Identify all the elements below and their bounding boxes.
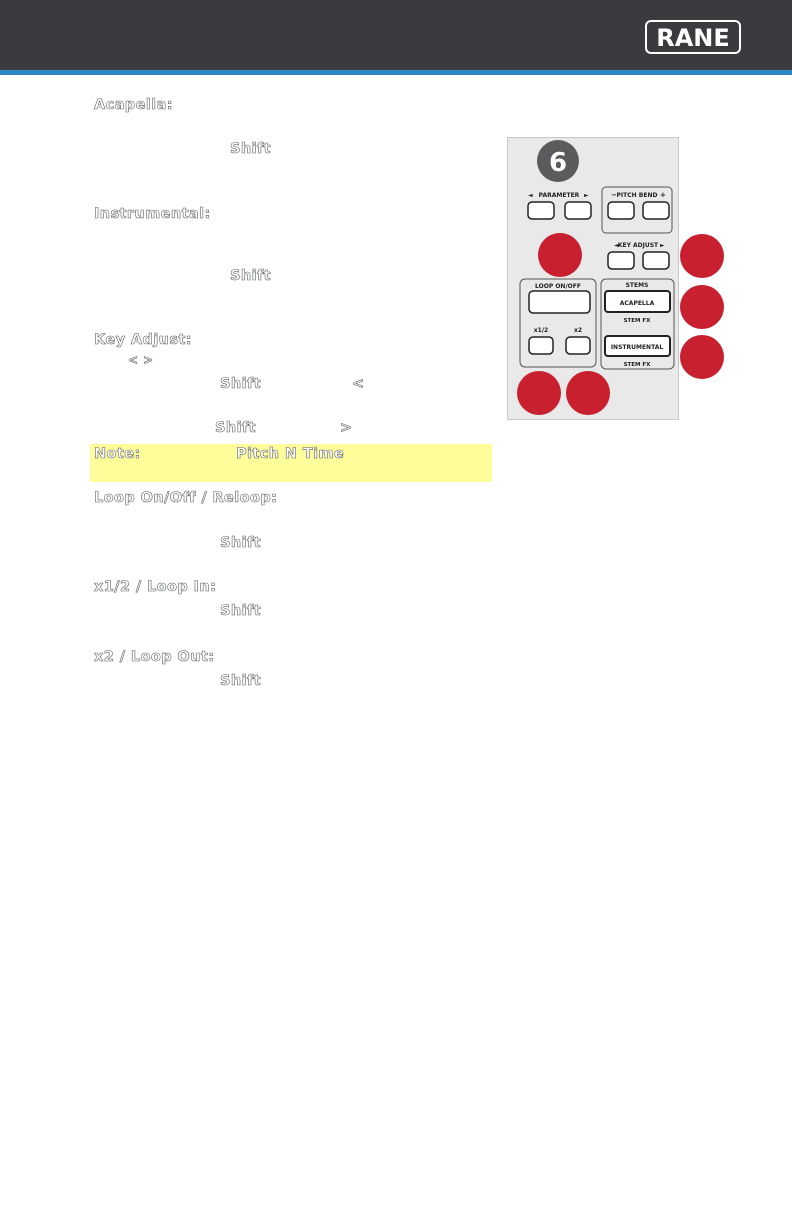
key-adjust-left-icon: ◄ — [614, 242, 619, 249]
half-button[interactable] — [529, 337, 553, 354]
key-adjust-up-button[interactable] — [643, 252, 669, 269]
pitch-bend-label: PITCH BEND — [616, 192, 658, 199]
section-number: 6 — [548, 148, 568, 178]
stem-fx-label-2: STEM FX — [623, 362, 651, 368]
acapella-heading: Acapella: — [94, 97, 173, 113]
note-feature: Pitch N Time — [236, 446, 345, 462]
key-adjust-shift-up: Shift — [215, 420, 256, 436]
loop-on-off-shift: Shift — [220, 535, 261, 551]
callout-marker — [680, 335, 724, 379]
parameter-label: PARAMETER — [538, 192, 580, 199]
pitch-bend-minus: − — [611, 191, 617, 199]
parameter-left-button[interactable] — [528, 202, 554, 219]
parameter-right-arrow: ► — [584, 192, 589, 199]
loop-on-off-button[interactable] — [529, 291, 590, 313]
parameter-right-button[interactable] — [565, 202, 591, 219]
callout-marker — [566, 371, 610, 415]
loop-in-shift: Shift — [220, 603, 261, 619]
acapella-button-label: ACAPELLA — [619, 300, 655, 307]
loop-out-heading: x2 / Loop Out: — [94, 649, 215, 665]
instrumental-button-label: INSTRUMENTAL — [610, 344, 664, 351]
callout-marker — [680, 285, 724, 329]
callout-marker — [680, 234, 724, 278]
instrumental-heading: Instrumental: — [94, 206, 211, 222]
stem-fx-label: STEM FX — [623, 318, 651, 324]
pitch-bend-down-button[interactable] — [608, 202, 634, 219]
callout-marker — [517, 371, 561, 415]
pitch-bend-plus: + — [660, 191, 666, 199]
key-adjust-down-button[interactable] — [608, 252, 634, 269]
pitch-bend-up-button[interactable] — [643, 202, 669, 219]
double-button[interactable] — [566, 337, 590, 354]
svg-text:RANE: RANE — [656, 24, 730, 52]
key-adjust-arrows: < > — [128, 353, 154, 367]
loop-on-off-heading: Loop On/Off / Reloop: — [94, 490, 278, 506]
note-label: Note: — [94, 446, 141, 462]
double-label: x2 — [573, 327, 583, 334]
acapella-shift: Shift — [230, 141, 271, 157]
stems-label: STEMS — [625, 282, 649, 289]
instrumental-shift: Shift — [230, 268, 271, 284]
loop-label: LOOP ON/OFF — [535, 283, 581, 290]
callout-marker — [538, 233, 582, 277]
key-adjust-shift-down: Shift — [220, 376, 261, 392]
parameter-left-arrow: ◄ — [528, 192, 533, 199]
loop-out-shift: Shift — [220, 673, 261, 689]
key-adjust-heading: Key Adjust: — [94, 332, 192, 348]
key-adjust-left-arrow: < — [352, 376, 365, 392]
key-adjust-right-icon: ► — [660, 242, 665, 249]
key-adjust-right-arrow: > — [340, 420, 353, 436]
half-label: x1/2 — [533, 327, 549, 334]
loop-in-heading: x1/2 / Loop In: — [94, 579, 217, 595]
key-adjust-label: KEY ADJUST — [617, 242, 659, 249]
